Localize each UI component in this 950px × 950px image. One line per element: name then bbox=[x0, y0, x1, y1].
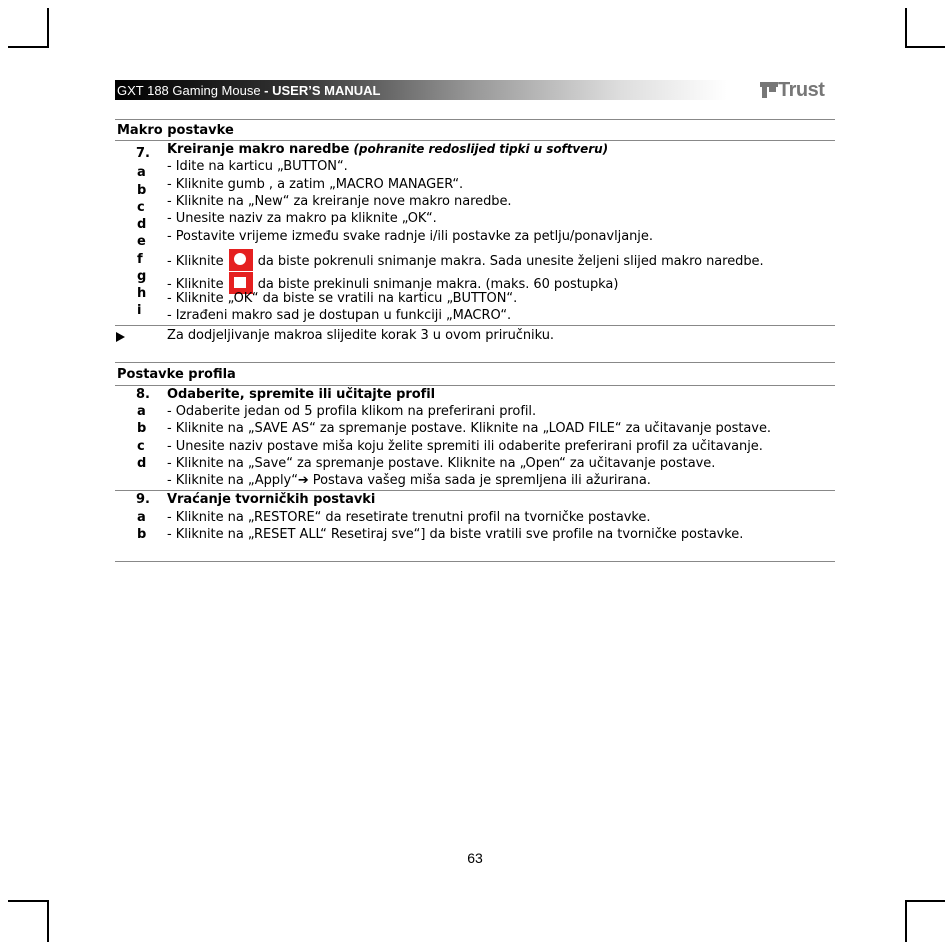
instruction-line: - Idite na karticu „BUTTON“. bbox=[167, 159, 348, 174]
instruction-text: - Kliknite bbox=[167, 254, 224, 269]
instruction-line-record-start bbox=[167, 249, 764, 271]
step-number: 8. bbox=[136, 387, 150, 402]
crop-mark-top-right-v bbox=[905, 8, 907, 48]
instruction-text: da biste pokrenuli snimanje makra. Sada unesite željeni slijed makro naredbe. bbox=[257, 254, 764, 269]
instruction-line: - Odaberite jedan od 5 profila klikom na preferirani profil. bbox=[167, 404, 537, 419]
crop-mark-top-right-h bbox=[905, 46, 945, 48]
note-text: Za dodjeljivanje makroa slijedite korak 3 u ovom priručniku. bbox=[167, 328, 554, 343]
step-hint: (pohranite redoslijed tipki u softveru) bbox=[353, 142, 609, 156]
step-letter: f bbox=[137, 252, 143, 267]
crop-mark-bottom-right-h bbox=[905, 900, 945, 902]
step-title-text: Kreiranje makro naredbe bbox=[167, 142, 350, 157]
trust-logo-text: Trust bbox=[778, 78, 825, 101]
instruction-line: - Kliknite na „SAVE AS“ za spremanje postave. Kliknite na „LOAD FILE“ za učitavanje postave. bbox=[167, 421, 771, 436]
instruction-line: - Izrađeni makro sad je dostupan u funkciji „MACRO“. bbox=[167, 308, 512, 323]
instruction-line: - Unesite naziv postave miša koju želite spremiti ili odaberite preferirani profil za učitavanje. bbox=[167, 439, 763, 454]
step-number: 9. bbox=[136, 492, 150, 507]
header-manual: USER’S MANUAL bbox=[272, 83, 381, 98]
instruction-line: - Postavite vrijeme između svake radnje i/ili postavke za petlju/ponavljanje. bbox=[167, 229, 653, 244]
instruction-line: - Kliknite „OK“ da biste se vratili na karticu „BUTTON“. bbox=[167, 291, 518, 306]
step-letter: b bbox=[137, 527, 147, 542]
section-title: Makro postavke bbox=[117, 123, 234, 138]
page-number: 63 bbox=[467, 850, 483, 866]
record-start-icon bbox=[229, 249, 253, 271]
step-title: Odaberite, spremite ili učitajte profil bbox=[167, 387, 436, 402]
step-letter: h bbox=[137, 286, 147, 301]
arrow-bullet-icon bbox=[116, 332, 125, 342]
divider bbox=[115, 325, 835, 326]
instruction-line: - Unesite naziv za makro pa kliknite „OK“. bbox=[167, 211, 437, 226]
header-product: GXT 188 Gaming Mouse bbox=[117, 83, 261, 98]
header-title bbox=[117, 83, 380, 98]
record-circle-icon bbox=[234, 253, 246, 265]
step-letter: b bbox=[137, 421, 147, 436]
step-letter: c bbox=[137, 439, 145, 454]
trust-logo bbox=[760, 79, 824, 101]
record-square-icon bbox=[234, 277, 246, 288]
crop-mark-top-left-v bbox=[47, 8, 49, 48]
crop-mark-bottom-left-h bbox=[8, 900, 48, 902]
divider bbox=[115, 385, 835, 386]
step-letter: d bbox=[137, 456, 147, 471]
instruction-line: - Kliknite gumb , a zatim „MACRO MANAGER“. bbox=[167, 177, 464, 192]
instruction-line: - Kliknite na „RESTORE“ da resetirate trenutni profil na tvorničke postavke. bbox=[167, 510, 651, 525]
step-letter: e bbox=[137, 234, 146, 249]
divider bbox=[115, 362, 835, 363]
step-title bbox=[167, 142, 608, 157]
step-letter: a bbox=[137, 404, 146, 419]
crop-mark-bottom-left-v bbox=[47, 900, 49, 942]
divider bbox=[115, 490, 835, 491]
instruction-line: - Kliknite na „RESET ALL“ Resetiraj sve“] da biste vratili sve profile na tvorničke postavke. bbox=[167, 527, 744, 542]
step-letter: g bbox=[137, 269, 147, 284]
step-letter: b bbox=[137, 183, 147, 198]
instruction-line: - Kliknite na „Apply“➔ Postava vašeg miša sada je spremljena ili ažurirana. bbox=[167, 473, 651, 488]
divider bbox=[115, 140, 835, 141]
step-letter: a bbox=[137, 165, 146, 180]
step-letter: d bbox=[137, 217, 147, 232]
divider bbox=[115, 561, 835, 562]
instruction-text: da biste prekinuli snimanje makra. (maks. 60 postupka) bbox=[257, 277, 619, 292]
header-separator: - bbox=[260, 83, 273, 98]
step-letter: a bbox=[137, 510, 146, 525]
step-letter: i bbox=[137, 303, 142, 318]
step-number: 7. bbox=[136, 146, 150, 161]
crop-mark-bottom-right-v bbox=[905, 900, 907, 942]
step-title: Vraćanje tvorničkih postavki bbox=[167, 492, 376, 507]
divider bbox=[115, 119, 835, 120]
instruction-line: - Kliknite na „New“ za kreiranje nove makro naredbe. bbox=[167, 194, 512, 209]
instruction-line: - Kliknite na „Save“ za spremanje postave. Kliknite na „Open“ za učitavanje postave. bbox=[167, 456, 716, 471]
section-title: Postavke profila bbox=[117, 367, 236, 382]
instruction-text: - Kliknite bbox=[167, 277, 224, 292]
trust-logo-icon bbox=[760, 81, 778, 99]
step-letter: c bbox=[137, 200, 145, 215]
crop-mark-top-left-h bbox=[8, 46, 48, 48]
